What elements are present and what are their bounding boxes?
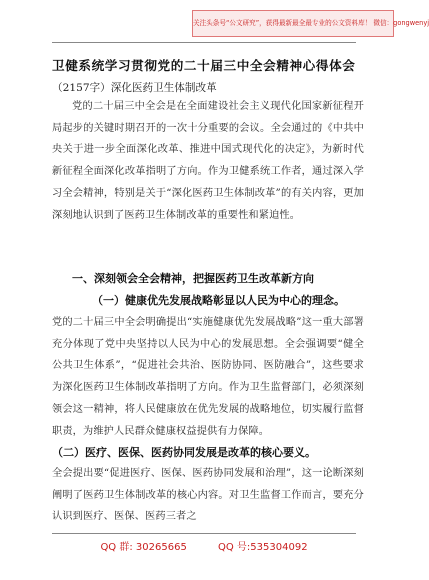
intro-paragraph (52, 96, 364, 226)
header-banner: 关注头条号“公文研究”，获得最新最全最专业的公文资料库！ 微信：gongwenyj (192, 10, 394, 37)
qq-group-label: QQ 群: 30265665 (100, 542, 187, 553)
subsection-2-body: 全会提出要“促进医疗、医保、医药协同发展和治理”，这一论断深刻阐明了医药卫生体制改革的核心内容。对卫生监督工作而言，要充分认识到医疗、医保、医药三者之 (52, 468, 364, 523)
subsection-heading-2-text: （二）医疗、医保、医药协同发展是改革的核心要义。 (52, 446, 316, 459)
word-count-subtitle: （2157字）深化医药卫生体制改革 (52, 82, 217, 94)
footer-divider (52, 533, 356, 534)
subsection-1-body: 党的二十届三中全会明确提出“实施健康优先发展战略”这一重大部署充分体现了党中央坚持以人民为中心的发展思想。全会强调要“健全公共卫生体系”，“促进社会共治、医防协同、医防融合”，这些要求为深化医药卫生体制改革指明了方向。作为卫生监督部门，必须深刻领会这一精神，将人民健康放在优先发展的战略地位，切实履行监督职责，为维护人民群众健康权益提供有力保障。 (52, 317, 364, 437)
subsection-heading-2 (52, 444, 364, 460)
subsection-heading-1: （一）健康优先发展战略彰显以人民为中心的理念。 (92, 294, 345, 307)
section-heading: 一、深刻领会全会精神，把握医药卫生改革新方向 (72, 272, 314, 285)
header-divider (52, 42, 356, 43)
qq-number-label: QQ 号:535304092 (218, 542, 308, 553)
document-title: 卫健系统学习贯彻党的二十届三中全会精神心得体会 (52, 58, 356, 73)
intro-text: 党的二十届三中全会是在全面建设社会主义现代化国家新征程开局起步的关键时期召开的一次十分重要的会议。全会通过的《中共中央关于进一步全面深化改革、推进中国式现代化的决定》，为新时代新征程全面深化改革指明了方向。作为卫健系统工作者，通过深入学习全会精神，特别是关于“深化医药卫生体制改革”的有关内容，更加深刻地认识到了医药卫生体制改革的重要性和紧迫性。 (52, 101, 364, 221)
footer-contacts (0, 538, 408, 553)
